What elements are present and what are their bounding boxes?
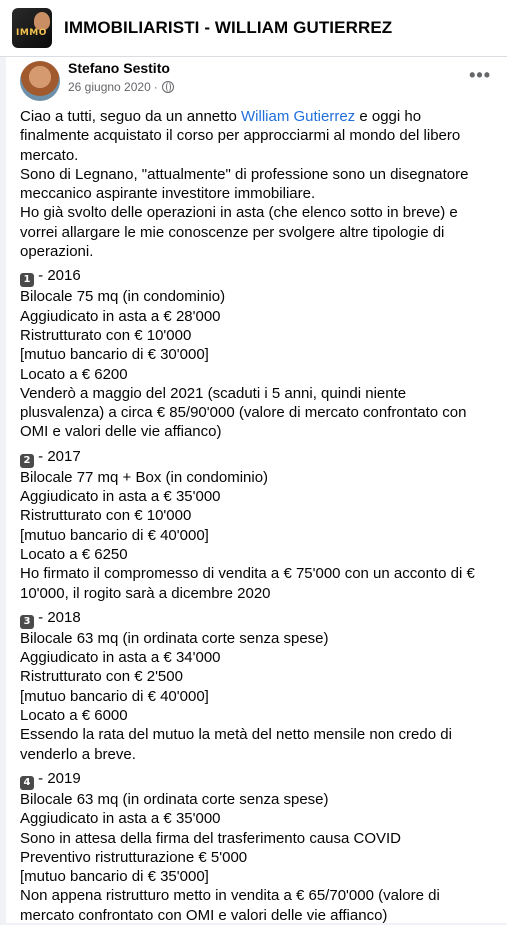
item-line: [mutuo bancario di € 40'000]	[20, 687, 209, 705]
item-year: - 2018	[34, 608, 81, 626]
intro-line-1	[20, 107, 491, 165]
item-year: - 2016	[34, 267, 81, 285]
property-item	[20, 608, 491, 764]
intro-text-cont: e oggi ho finalmente acquistato il corso per approcciarmi al mondo del libero mercato.	[20, 108, 461, 164]
keycap-4-icon: 4	[20, 776, 34, 790]
more-options-button[interactable]: •••	[469, 65, 491, 85]
group-title[interactable]: IMMOBILIARISTI - WILLIAM GUTIERREZ	[64, 18, 393, 37]
post-header	[6, 57, 507, 101]
item-line: [mutuo bancario di € 40'000]	[20, 526, 209, 544]
keycap-2-icon: 2	[20, 454, 34, 468]
item-line: [mutuo bancario di € 30'000]	[20, 346, 209, 364]
item-line: Ristrutturato con € 2'500	[20, 668, 183, 686]
item-line: Venderò a maggio del 2021 (scaduti i 5 anni, quindi niente plusvalenza) a circa € 85/90'000 (valore di mercato confrontato con OMI e valori delle vie affianco)	[20, 384, 467, 441]
property-item	[20, 266, 491, 441]
item-line: Bilocale 75 mq (in condominio)	[20, 288, 226, 306]
post-date[interactable]: 26 giugno 2020	[68, 80, 151, 94]
group-avatar[interactable]	[12, 8, 52, 48]
keycap-3-icon: 3	[20, 615, 34, 629]
item-line: Sono in attesa della firma del trasferimento causa COVID	[20, 829, 402, 847]
intro-line-3: Ho già svolto delle operazioni in asta (che elenco sotto in breve) e vorrei allargare le mie conoscenze per svolgere altre tipologie di operazioni.	[20, 204, 458, 261]
post-card	[6, 57, 507, 923]
item-year: - 2017	[34, 447, 81, 465]
item-line: Bilocale 77 mq + Box (in condominio)	[20, 468, 269, 486]
meta-separator: ·	[153, 80, 158, 94]
audience-globe-icon[interactable]	[162, 81, 174, 93]
property-item	[20, 447, 491, 603]
item-line: Locato a € 6250	[20, 545, 128, 563]
item-line: Bilocale 63 mq (in ordinata corte senza spese)	[20, 790, 329, 808]
item-heading	[20, 266, 491, 287]
author-name[interactable]: Stefano Sestito	[68, 60, 170, 76]
item-line: Aggiudicato in asta a € 34'000	[20, 649, 221, 667]
item-line: Bilocale 63 mq (in ordinata corte senza spese)	[20, 629, 329, 647]
item-line: Preventivo ristrutturazione € 5'000	[20, 848, 248, 866]
item-line: Locato a € 6200	[20, 365, 128, 383]
author-avatar[interactable]	[20, 61, 60, 101]
property-item	[20, 769, 491, 925]
keycap-1-icon: 1	[20, 273, 34, 287]
item-line: Locato a € 6000	[20, 707, 128, 725]
item-line: Aggiudicato in asta a € 35'000	[20, 488, 221, 506]
item-line: Ristrutturato con € 10'000	[20, 507, 192, 525]
item-line: Ho firmato il compromesso di vendita a € 75'000 con un acconto di € 10'000, il rogito sarà a dicembre 2020	[20, 565, 475, 602]
group-header	[0, 0, 507, 57]
item-year: - 2019	[34, 769, 81, 787]
mention-link[interactable]: William Gutierrez	[241, 108, 356, 125]
item-line: Ristrutturato con € 10'000	[20, 326, 192, 344]
intro-line-2: Sono di Legnano, "attualmente" di professione sono un disegnatore meccanico aspirante investitore immobiliare.	[20, 165, 469, 203]
group-logo-text: IMMO	[16, 28, 47, 38]
item-heading	[20, 447, 491, 468]
post-intro	[20, 107, 491, 261]
item-line: [mutuo bancario di € 35'000]	[20, 868, 209, 886]
item-heading	[20, 769, 491, 790]
item-line: Aggiudicato in asta a € 28'000	[20, 307, 221, 325]
post-meta	[68, 80, 174, 94]
post-body	[6, 101, 507, 925]
item-line: Essendo la rata del mutuo la metà del netto mensile non credo di venderlo a breve.	[20, 726, 452, 763]
item-line: Non appena ristrutturo metto in vendita a € 65/70'000 (valore di mercato confrontato con OMI e valori delle vie affianco)	[20, 887, 440, 924]
intro-text: Ciao a tutti, seguo da un annetto	[20, 108, 241, 125]
item-heading	[20, 608, 491, 629]
item-line: Aggiudicato in asta a € 35'000	[20, 810, 221, 828]
